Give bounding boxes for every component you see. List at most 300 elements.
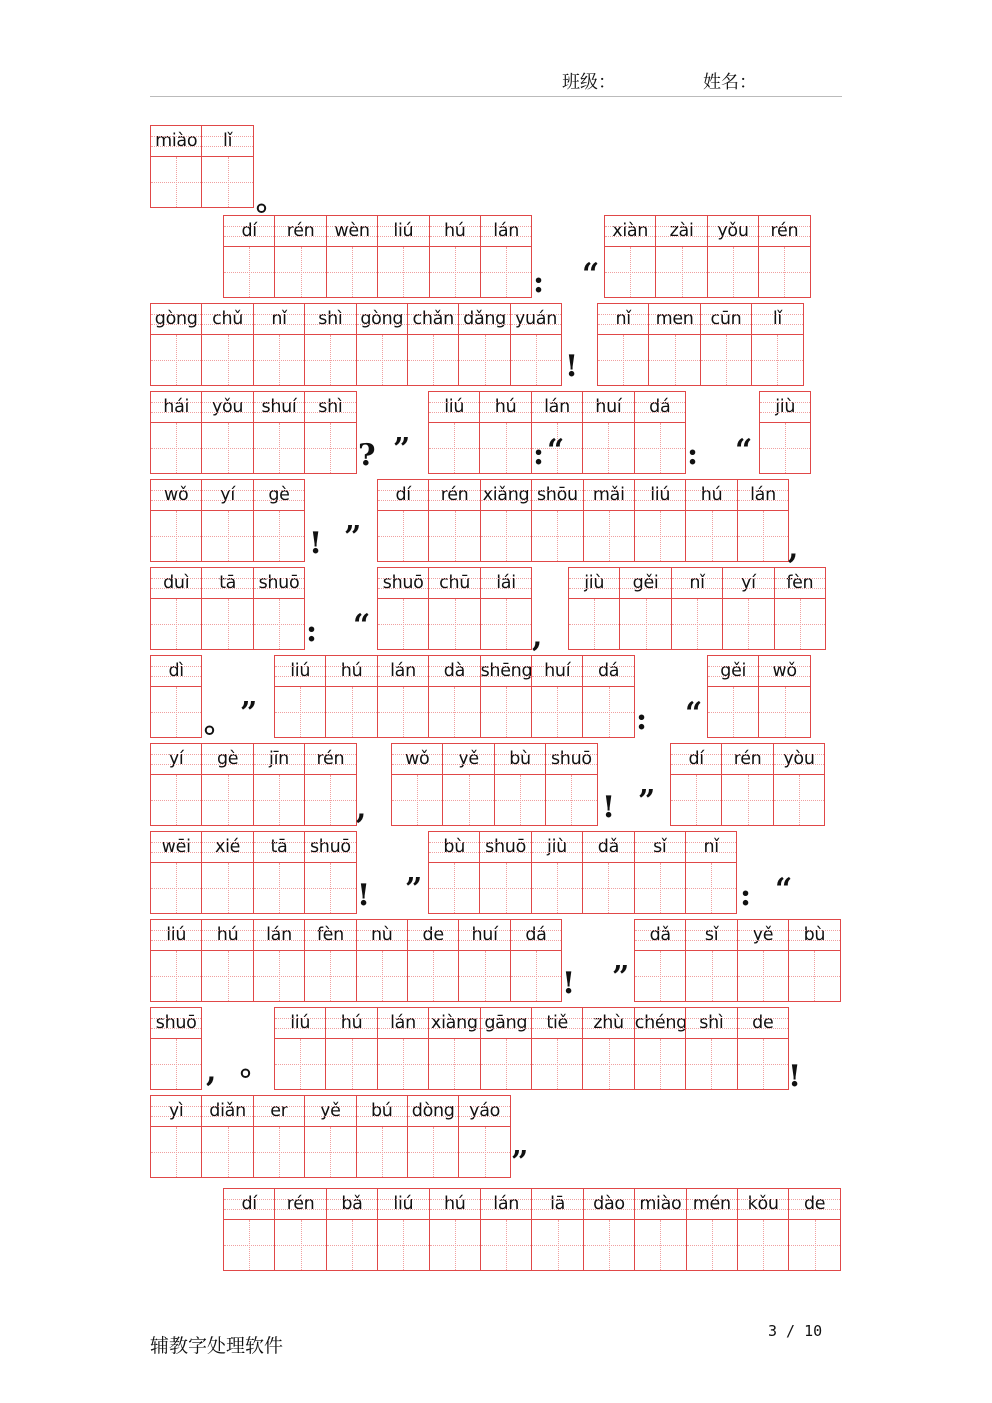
- hanzi-writing-box[interactable]: [532, 687, 582, 737]
- hanzi-writing-box[interactable]: [605, 247, 655, 297]
- tianzige-cell[interactable]: [377, 567, 429, 650]
- tianzige-cell[interactable]: [737, 479, 789, 562]
- hanzi-writing-box[interactable]: [378, 1220, 428, 1270]
- tianzige-cell[interactable]: [458, 919, 510, 1002]
- hanzi-writing-box[interactable]: [511, 951, 561, 1001]
- tianzige-cell[interactable]: [150, 567, 202, 650]
- tianzige-cell[interactable]: [201, 303, 253, 386]
- hanzi-writing-box[interactable]: [789, 951, 839, 1001]
- hanzi-writing-box[interactable]: [635, 1220, 685, 1270]
- hanzi-writing-box[interactable]: [429, 1039, 479, 1089]
- hanzi-writing-box[interactable]: [305, 863, 355, 913]
- hanzi-writing-box[interactable]: [459, 335, 509, 385]
- tianzige-cell[interactable]: [253, 391, 305, 474]
- pinyin-label: yòu: [774, 744, 824, 775]
- pinyin-label: bú: [357, 1096, 407, 1127]
- pinyin-label: miào: [635, 1189, 685, 1220]
- hanzi-writing-box[interactable]: [202, 157, 252, 207]
- tianzige-cell[interactable]: [201, 919, 253, 1002]
- punctuation-mark: ?: [358, 438, 376, 473]
- pinyin-label: shuō: [151, 1008, 201, 1039]
- hanzi-writing-box[interactable]: [151, 423, 201, 473]
- pinyin-label: lán: [532, 392, 582, 423]
- tianzige-cell[interactable]: [568, 567, 620, 650]
- tianzige-cell[interactable]: [150, 831, 202, 914]
- hanzi-writing-box[interactable]: [357, 1127, 407, 1177]
- tianzige-cell[interactable]: [223, 215, 275, 298]
- tianzige-cell[interactable]: [751, 303, 803, 386]
- hanzi-writing-box[interactable]: [275, 687, 325, 737]
- hanzi-writing-box[interactable]: [598, 335, 648, 385]
- pinyin-label: lán: [481, 216, 531, 247]
- tianzige-cell[interactable]: [407, 303, 459, 386]
- pinyin-label: rén: [275, 216, 325, 247]
- tianzige-cell[interactable]: [707, 215, 759, 298]
- tianzige-cell[interactable]: [428, 479, 480, 562]
- tianzige-cell[interactable]: [377, 655, 429, 738]
- hanzi-writing-box[interactable]: [459, 951, 509, 1001]
- hanzi-writing-box[interactable]: [759, 247, 809, 297]
- tianzige-cell[interactable]: [274, 655, 326, 738]
- hanzi-writing-box[interactable]: [224, 247, 274, 297]
- hanzi-writing-box[interactable]: [532, 1039, 582, 1089]
- tianzige-cell[interactable]: [304, 743, 356, 826]
- hanzi-writing-box[interactable]: [635, 951, 685, 1001]
- tianzige-cell[interactable]: [531, 479, 583, 562]
- tianzige-cell[interactable]: [428, 831, 480, 914]
- hanzi-writing-box[interactable]: [752, 335, 802, 385]
- hanzi-writing-box[interactable]: [357, 951, 407, 1001]
- tianzige-cell[interactable]: [788, 1188, 840, 1271]
- tianzige-cell[interactable]: [671, 567, 723, 650]
- tianzige-cell[interactable]: [253, 743, 305, 826]
- tianzige-cell[interactable]: [634, 831, 686, 914]
- tianzige-cell[interactable]: [201, 479, 253, 562]
- tianzige-cell[interactable]: [685, 479, 737, 562]
- tianzige-cell[interactable]: [773, 743, 825, 826]
- hanzi-writing-box[interactable]: [760, 423, 810, 473]
- pinyin-label: lǐ: [202, 126, 252, 157]
- tianzige-cell[interactable]: [201, 391, 253, 474]
- tianzige-cell[interactable]: [150, 919, 202, 1002]
- tianzige-cell[interactable]: [304, 919, 356, 1002]
- hanzi-writing-box[interactable]: [254, 511, 304, 561]
- tianzige-cell[interactable]: [429, 1188, 481, 1271]
- tianzige-cell[interactable]: [326, 1188, 378, 1271]
- tianzige-cell[interactable]: [619, 567, 671, 650]
- tianzige-cell[interactable]: [377, 1007, 429, 1090]
- tianzige-cell[interactable]: [758, 215, 810, 298]
- hanzi-writing-box[interactable]: [202, 1127, 252, 1177]
- hanzi-writing-box[interactable]: [583, 687, 633, 737]
- tianzige-cell[interactable]: [253, 1095, 305, 1178]
- hanzi-writing-box[interactable]: [408, 1127, 458, 1177]
- tianzige-cell[interactable]: [670, 743, 722, 826]
- hanzi-writing-box[interactable]: [305, 423, 355, 473]
- hanzi-writing-box[interactable]: [635, 863, 685, 913]
- hanzi-writing-box[interactable]: [481, 1220, 531, 1270]
- tianzige-cell[interactable]: [648, 303, 700, 386]
- tianzige-cell[interactable]: [531, 1188, 583, 1271]
- hanzi-writing-box[interactable]: [481, 247, 531, 297]
- tianzige-cell[interactable]: [686, 1188, 738, 1271]
- punctuation-mark: ,: [532, 619, 543, 654]
- hanzi-writing-box[interactable]: [305, 335, 355, 385]
- pinyin-label: wǒ: [151, 480, 201, 511]
- hanzi-writing-box[interactable]: [254, 775, 304, 825]
- hanzi-writing-box[interactable]: [671, 775, 721, 825]
- tianzige-cell[interactable]: [759, 391, 811, 474]
- hanzi-writing-box[interactable]: [738, 1039, 788, 1089]
- tianzige-cell[interactable]: [685, 1007, 737, 1090]
- tianzige-cell[interactable]: [201, 125, 253, 208]
- hanzi-writing-box[interactable]: [620, 599, 670, 649]
- hanzi-writing-box[interactable]: [202, 335, 252, 385]
- hanzi-writing-box[interactable]: [254, 951, 304, 1001]
- hanzi-writing-box[interactable]: [429, 511, 479, 561]
- punctuation-mark: !: [602, 790, 616, 825]
- tianzige-cell[interactable]: [788, 919, 840, 1002]
- hanzi-writing-box[interactable]: [738, 1220, 788, 1270]
- tianzige-cell[interactable]: [597, 303, 649, 386]
- pinyin-label: rén: [305, 744, 355, 775]
- hanzi-writing-box[interactable]: [275, 1220, 325, 1270]
- hanzi-writing-box[interactable]: [357, 335, 407, 385]
- hanzi-writing-box[interactable]: [429, 599, 479, 649]
- pinyin-label: xié: [202, 832, 252, 863]
- tianzige-cell[interactable]: [480, 215, 532, 298]
- hanzi-writing-box[interactable]: [326, 687, 376, 737]
- hanzi-writing-box[interactable]: [254, 1127, 304, 1177]
- tianzige-cell[interactable]: [201, 567, 253, 650]
- hanzi-writing-box[interactable]: [443, 775, 493, 825]
- tianzige-cell[interactable]: [737, 1007, 789, 1090]
- hanzi-writing-box[interactable]: [275, 247, 325, 297]
- pinyin-label: rén: [429, 480, 479, 511]
- hanzi-writing-box[interactable]: [546, 775, 596, 825]
- tianzige-cell[interactable]: [377, 215, 429, 298]
- hanzi-writing-box[interactable]: [378, 247, 428, 297]
- tianzige-cell[interactable]: [480, 1007, 532, 1090]
- hanzi-writing-box[interactable]: [378, 599, 428, 649]
- pinyin-label: liú: [378, 1189, 428, 1220]
- pinyin-label: sǐ: [686, 920, 736, 951]
- hanzi-writing-box[interactable]: [224, 1220, 274, 1270]
- hanzi-writing-box[interactable]: [459, 1127, 509, 1177]
- pinyin-label: hú: [480, 392, 530, 423]
- hanzi-writing-box[interactable]: [305, 775, 355, 825]
- tianzige-cell[interactable]: [458, 1095, 510, 1178]
- tianzige-cell[interactable]: [356, 303, 408, 386]
- tianzige-cell[interactable]: [685, 831, 737, 914]
- hanzi-writing-box[interactable]: [532, 511, 582, 561]
- tianzige-cell[interactable]: [325, 1007, 377, 1090]
- hanzi-writing-box[interactable]: [151, 157, 201, 207]
- tianzige-cell[interactable]: [428, 391, 480, 474]
- pinyin-label: huí: [459, 920, 509, 951]
- hanzi-writing-box[interactable]: [151, 951, 201, 1001]
- tianzige-cell[interactable]: [634, 919, 686, 1002]
- hanzi-writing-box[interactable]: [327, 1220, 377, 1270]
- hanzi-writing-box[interactable]: [430, 1220, 480, 1270]
- hanzi-writing-box[interactable]: [708, 687, 758, 737]
- tianzige-cell[interactable]: [545, 743, 597, 826]
- hanzi-writing-box[interactable]: [701, 335, 751, 385]
- hanzi-writing-box[interactable]: [649, 335, 699, 385]
- hanzi-writing-box[interactable]: [569, 599, 619, 649]
- hanzi-writing-box[interactable]: [495, 775, 545, 825]
- pinyin-label: sǐ: [635, 832, 685, 863]
- tianzige-cell[interactable]: [274, 1007, 326, 1090]
- hanzi-writing-box[interactable]: [151, 863, 201, 913]
- tianzige-cell[interactable]: [442, 743, 494, 826]
- tianzige-cell[interactable]: [510, 919, 562, 1002]
- tianzige-cell[interactable]: [707, 655, 759, 738]
- tianzige-cell[interactable]: [774, 567, 826, 650]
- hanzi-writing-box[interactable]: [151, 1127, 201, 1177]
- tianzige-cell[interactable]: [150, 1007, 202, 1090]
- pinyin-label: huí: [583, 392, 633, 423]
- hanzi-writing-box[interactable]: [305, 1127, 355, 1177]
- tianzige-cell[interactable]: [700, 303, 752, 386]
- punctuation-mark: ”: [240, 696, 258, 731]
- hanzi-writing-box[interactable]: [254, 335, 304, 385]
- hanzi-writing-box[interactable]: [429, 863, 479, 913]
- tianzige-cell[interactable]: [531, 655, 583, 738]
- tianzige-cell[interactable]: [494, 743, 546, 826]
- pinyin-label: dí: [671, 744, 721, 775]
- hanzi-writing-box[interactable]: [583, 1039, 633, 1089]
- hanzi-writing-box[interactable]: [326, 1039, 376, 1089]
- hanzi-writing-box[interactable]: [738, 511, 788, 561]
- pinyin-label: zhù: [583, 1008, 633, 1039]
- tianzige-cell[interactable]: [304, 831, 356, 914]
- hanzi-writing-box[interactable]: [480, 863, 530, 913]
- hanzi-writing-box[interactable]: [202, 511, 252, 561]
- hanzi-writing-box[interactable]: [151, 1039, 201, 1089]
- hanzi-writing-box[interactable]: [202, 951, 252, 1001]
- hanzi-writing-box[interactable]: [774, 775, 824, 825]
- hanzi-writing-box[interactable]: [686, 863, 736, 913]
- tianzige-cell[interactable]: [582, 391, 634, 474]
- pinyin-label: lán: [378, 656, 428, 687]
- tianzige-cell[interactable]: [737, 919, 789, 1002]
- tianzige-cell[interactable]: [201, 1095, 253, 1178]
- hanzi-writing-box[interactable]: [327, 247, 377, 297]
- hanzi-writing-box[interactable]: [202, 775, 252, 825]
- tianzige-cell[interactable]: [253, 567, 305, 650]
- tianzige-cell[interactable]: [479, 391, 531, 474]
- tianzige-cell[interactable]: [721, 743, 773, 826]
- tianzige-cell[interactable]: [150, 655, 202, 738]
- tianzige-cell[interactable]: [428, 1007, 480, 1090]
- hanzi-writing-box[interactable]: [429, 687, 479, 737]
- hanzi-writing-box[interactable]: [429, 423, 479, 473]
- tianzige-cell[interactable]: [150, 125, 202, 208]
- tianzige-cell[interactable]: [531, 831, 583, 914]
- tianzige-cell[interactable]: [510, 303, 562, 386]
- hanzi-writing-box[interactable]: [584, 1220, 634, 1270]
- tianzige-cell[interactable]: [634, 1007, 686, 1090]
- hanzi-writing-box[interactable]: [481, 687, 531, 737]
- hanzi-writing-box[interactable]: [305, 951, 355, 1001]
- pinyin-label: chǎn: [408, 304, 458, 335]
- hanzi-writing-box[interactable]: [672, 599, 722, 649]
- hanzi-writing-box[interactable]: [254, 423, 304, 473]
- punctuation-mark: !: [357, 878, 371, 913]
- hanzi-writing-box[interactable]: [254, 863, 304, 913]
- hanzi-writing-box[interactable]: [635, 1039, 685, 1089]
- tianzige-cell[interactable]: [722, 567, 774, 650]
- tianzige-cell[interactable]: [304, 1095, 356, 1178]
- hanzi-writing-box[interactable]: [151, 687, 201, 737]
- tianzige-cell[interactable]: [356, 919, 408, 1002]
- hanzi-writing-box[interactable]: [481, 511, 531, 561]
- punctuation-mark: 。: [240, 1048, 270, 1083]
- hanzi-writing-box[interactable]: [583, 423, 633, 473]
- tianzige-cell[interactable]: [201, 831, 253, 914]
- tianzige-cell[interactable]: [582, 655, 634, 738]
- tianzige-cell[interactable]: [634, 391, 686, 474]
- hanzi-writing-box[interactable]: [635, 423, 685, 473]
- hanzi-writing-box[interactable]: [532, 863, 582, 913]
- hanzi-writing-box[interactable]: [532, 1220, 582, 1270]
- tianzige-cell[interactable]: [634, 479, 686, 562]
- pinyin-label: jiù: [569, 568, 619, 599]
- tianzige-cell[interactable]: [634, 1188, 686, 1271]
- hanzi-writing-box[interactable]: [408, 335, 458, 385]
- punctuation-mark: ”: [393, 432, 411, 467]
- hanzi-writing-box[interactable]: [202, 423, 252, 473]
- hanzi-writing-box[interactable]: [408, 951, 458, 1001]
- pinyin-label: shuō: [254, 568, 304, 599]
- tianzige-cell[interactable]: [429, 215, 481, 298]
- hanzi-writing-box[interactable]: [738, 951, 788, 1001]
- hanzi-writing-box[interactable]: [202, 599, 252, 649]
- tianzige-cell[interactable]: [377, 479, 429, 562]
- tianzige-cell[interactable]: [150, 1095, 202, 1178]
- tianzige-cell[interactable]: [758, 655, 810, 738]
- tianzige-cell[interactable]: [582, 831, 634, 914]
- hanzi-writing-box[interactable]: [378, 1039, 428, 1089]
- tianzige-cell[interactable]: [407, 1095, 459, 1178]
- tianzige-cell[interactable]: [480, 1188, 532, 1271]
- tianzige-cell[interactable]: [737, 1188, 789, 1271]
- tianzige-cell[interactable]: [407, 919, 459, 1002]
- pinyin-label: shuō: [546, 744, 596, 775]
- hanzi-writing-box[interactable]: [635, 511, 685, 561]
- hanzi-writing-box[interactable]: [584, 511, 634, 561]
- hanzi-writing-box[interactable]: [686, 511, 736, 561]
- hanzi-writing-box[interactable]: [656, 247, 706, 297]
- tianzige-cell[interactable]: [253, 919, 305, 1002]
- tianzige-cell[interactable]: [150, 391, 202, 474]
- tianzige-cell[interactable]: [304, 303, 356, 386]
- tianzige-cell[interactable]: [150, 743, 202, 826]
- hanzi-writing-box[interactable]: [481, 599, 531, 649]
- hanzi-writing-box[interactable]: [708, 247, 758, 297]
- punctuation-mark: ,: [356, 791, 367, 826]
- tianzige-cell[interactable]: [274, 215, 326, 298]
- tianzige-cell[interactable]: [583, 479, 635, 562]
- hanzi-writing-box[interactable]: [392, 775, 442, 825]
- hanzi-writing-box[interactable]: [275, 1039, 325, 1089]
- hanzi-writing-box[interactable]: [254, 599, 304, 649]
- tianzige-cell[interactable]: [428, 567, 480, 650]
- pinyin-label: dá: [583, 656, 633, 687]
- tianzige-cell[interactable]: [583, 1188, 635, 1271]
- tianzige-cell[interactable]: [685, 919, 737, 1002]
- pinyin-label: yí: [202, 480, 252, 511]
- tianzige-cell[interactable]: [304, 391, 356, 474]
- tianzige-cell[interactable]: [253, 303, 305, 386]
- tianzige-cell[interactable]: [582, 1007, 634, 1090]
- hanzi-writing-box[interactable]: [686, 951, 736, 1001]
- pinyin-label: lán: [254, 920, 304, 951]
- tianzige-cell[interactable]: [377, 1188, 429, 1271]
- tianzige-cell[interactable]: [223, 1188, 275, 1271]
- tianzige-cell[interactable]: [274, 1188, 326, 1271]
- hanzi-writing-box[interactable]: [759, 687, 809, 737]
- hanzi-writing-box[interactable]: [151, 775, 201, 825]
- hanzi-writing-box[interactable]: [775, 599, 825, 649]
- hanzi-writing-box[interactable]: [789, 1220, 839, 1270]
- hanzi-writing-box[interactable]: [511, 335, 561, 385]
- tianzige-cell[interactable]: [428, 655, 480, 738]
- tianzige-cell[interactable]: [356, 1095, 408, 1178]
- hanzi-writing-box[interactable]: [430, 247, 480, 297]
- pinyin-label: fèn: [305, 920, 355, 951]
- pinyin-label: gāng: [481, 1008, 531, 1039]
- tianzige-cell[interactable]: [480, 567, 532, 650]
- hanzi-writing-box[interactable]: [686, 1039, 736, 1089]
- hanzi-writing-box[interactable]: [722, 775, 772, 825]
- pinyin-label: fèn: [775, 568, 825, 599]
- tianzige-cell[interactable]: [391, 743, 443, 826]
- hanzi-writing-box[interactable]: [202, 863, 252, 913]
- tianzige-cell[interactable]: [150, 303, 202, 386]
- tianzige-cell[interactable]: [326, 215, 378, 298]
- tianzige-cell[interactable]: [480, 655, 532, 738]
- punctuation-mark: ”: [511, 1145, 529, 1180]
- tianzige-cell[interactable]: [480, 479, 532, 562]
- hanzi-writing-box[interactable]: [481, 1039, 531, 1089]
- hanzi-writing-box[interactable]: [378, 511, 428, 561]
- punctuation-mark: “: [353, 608, 371, 643]
- pinyin-label: yáo: [459, 1096, 509, 1127]
- tianzige-cell[interactable]: [458, 303, 510, 386]
- hanzi-writing-box[interactable]: [151, 335, 201, 385]
- tianzige-cell[interactable]: [604, 215, 656, 298]
- hanzi-writing-box[interactable]: [151, 599, 201, 649]
- tianzige-cell[interactable]: [253, 479, 305, 562]
- punctuation-mark: :: [636, 702, 648, 737]
- tianzige-cell[interactable]: [325, 655, 377, 738]
- hanzi-writing-box[interactable]: [583, 863, 633, 913]
- hanzi-writing-box[interactable]: [480, 423, 530, 473]
- tianzige-cell[interactable]: [150, 479, 202, 562]
- hanzi-writing-box[interactable]: [378, 687, 428, 737]
- tianzige-cell[interactable]: [201, 743, 253, 826]
- hanzi-writing-box[interactable]: [723, 599, 773, 649]
- tianzige-cell[interactable]: [253, 831, 305, 914]
- hanzi-writing-box[interactable]: [151, 511, 201, 561]
- tianzige-cell[interactable]: [479, 831, 531, 914]
- hanzi-writing-box[interactable]: [687, 1220, 737, 1270]
- tianzige-cell[interactable]: [531, 1007, 583, 1090]
- pinyin-label: zài: [656, 216, 706, 247]
- tianzige-cell[interactable]: [655, 215, 707, 298]
